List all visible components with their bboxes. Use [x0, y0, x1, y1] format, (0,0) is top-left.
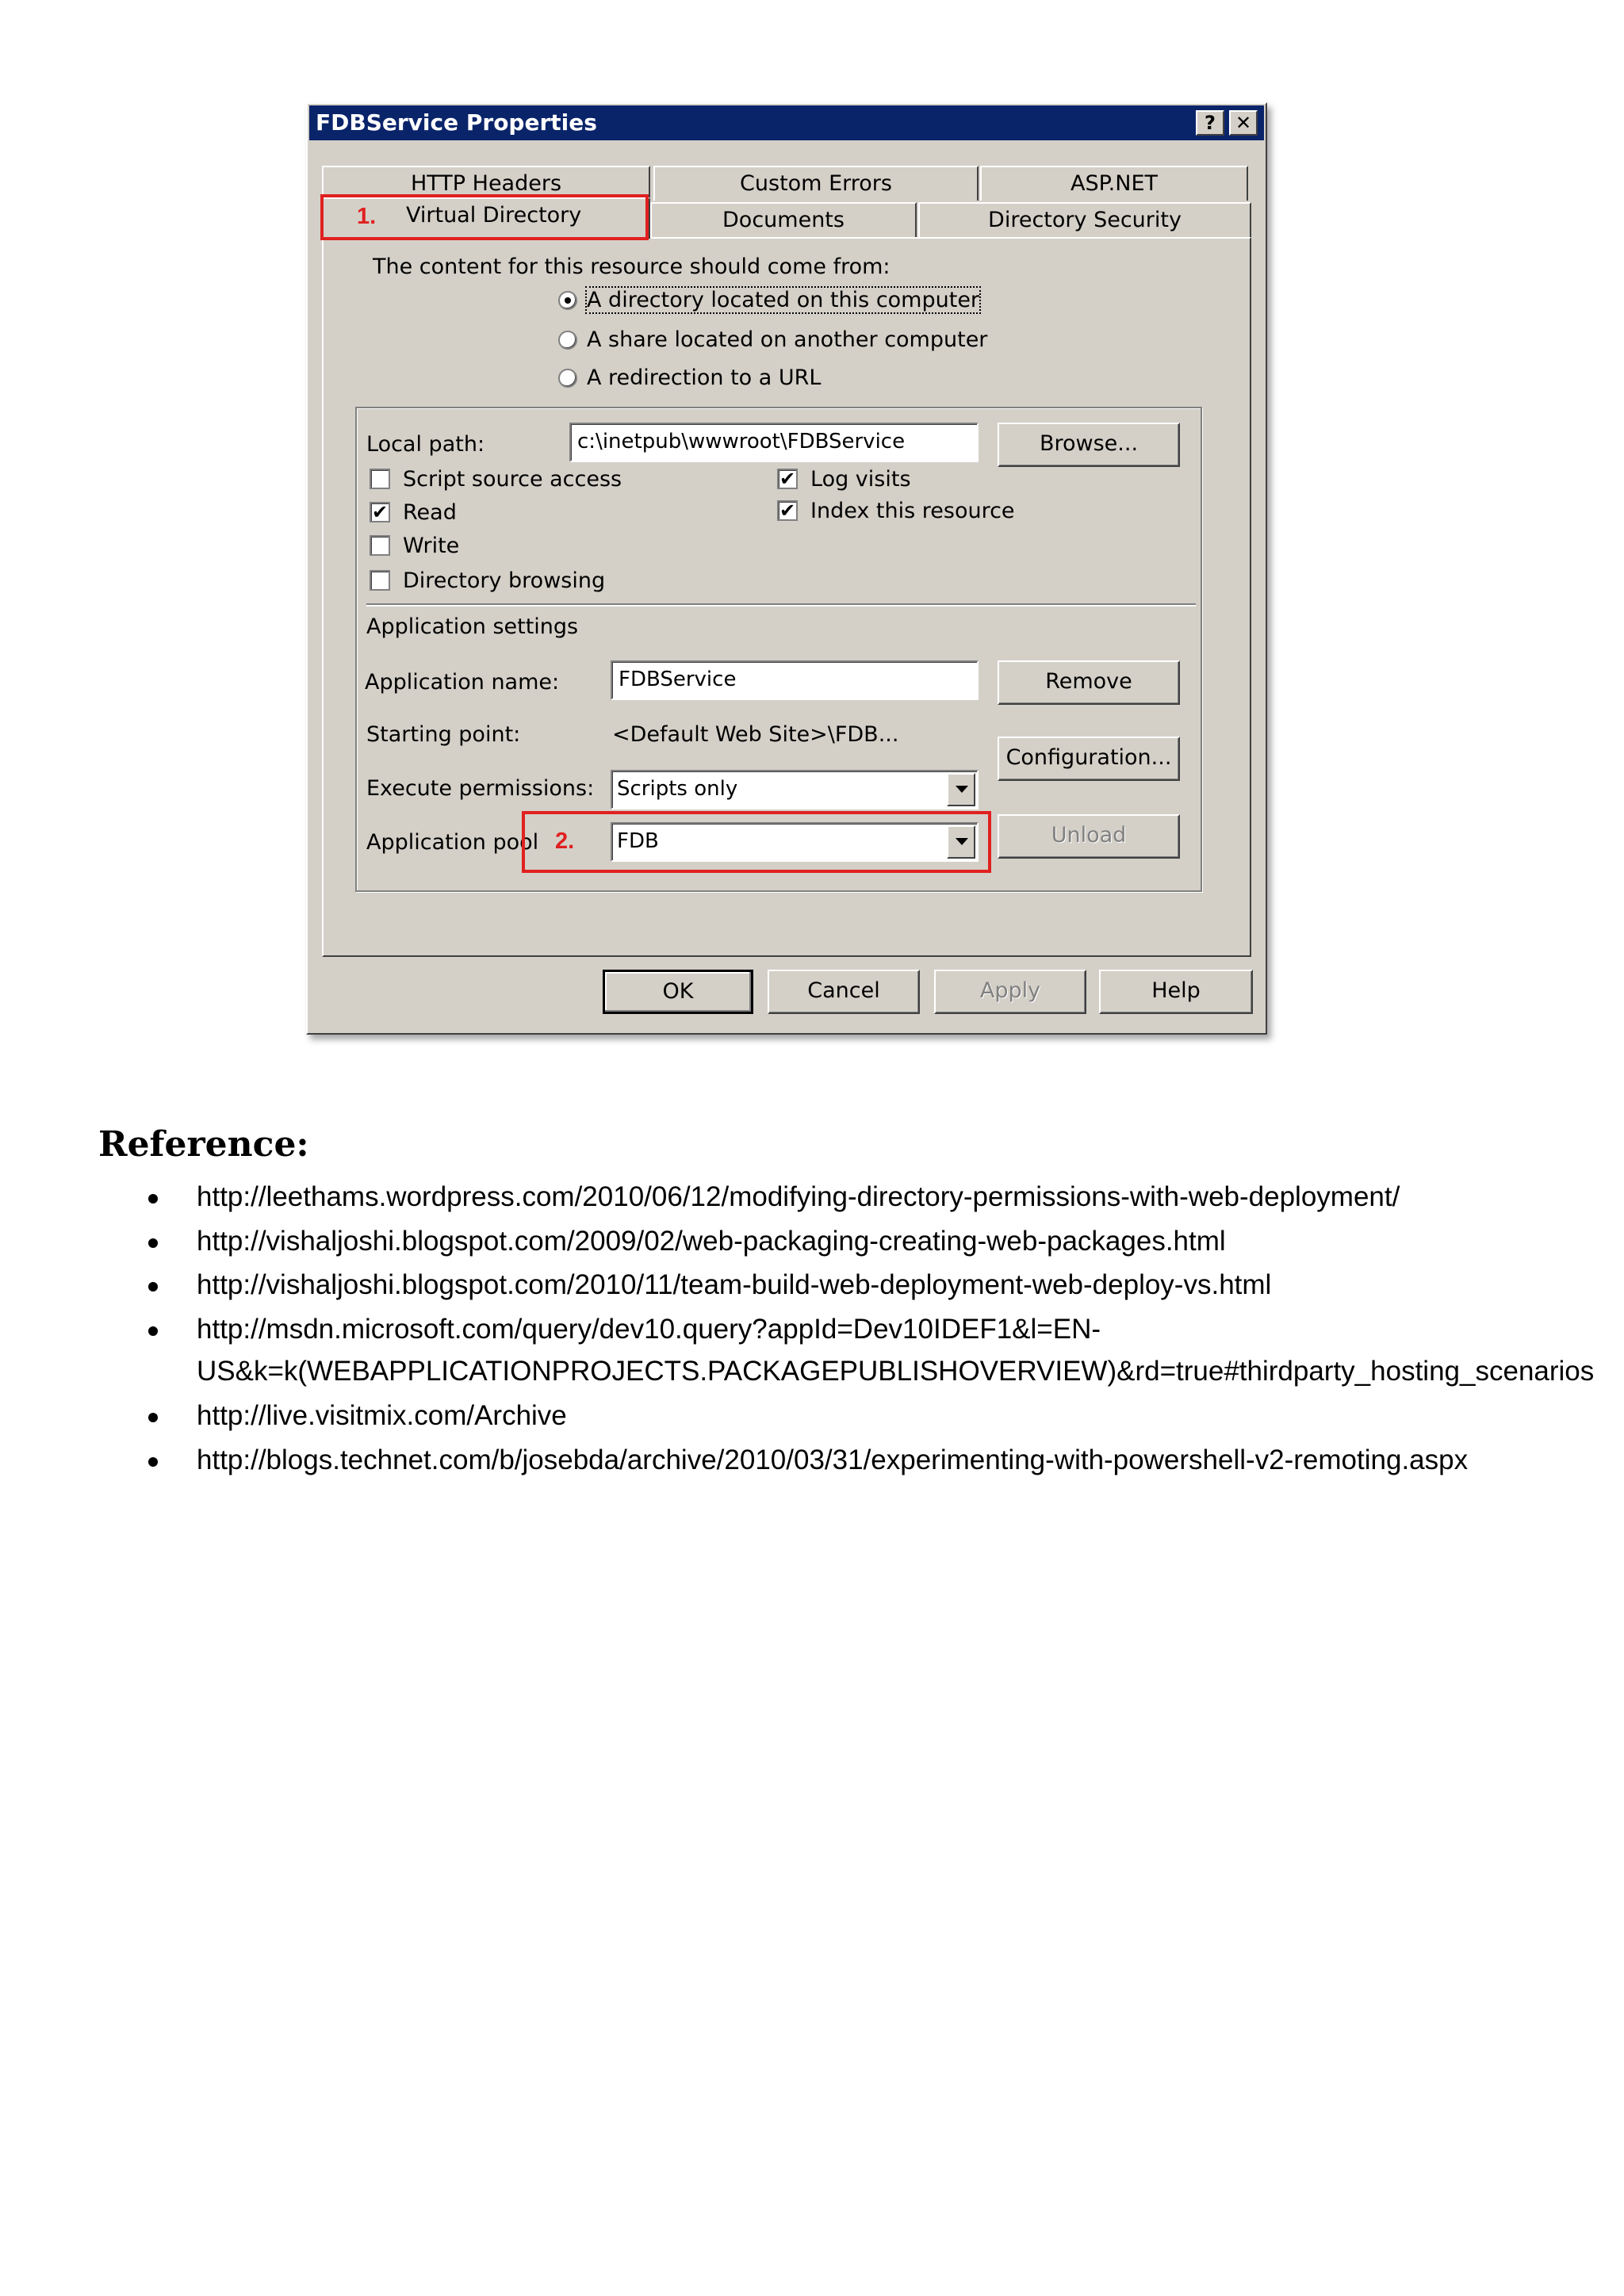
checkbox-directory-browsing[interactable] [370, 570, 390, 591]
bullet [148, 1326, 158, 1336]
bullet [148, 1238, 158, 1248]
radio-network-share-label[interactable]: A share located on another computer [587, 327, 988, 352]
close-icon[interactable]: ✕ [1229, 110, 1258, 136]
index-resource-label: Index this resource [810, 499, 1015, 523]
reference-link-6[interactable]: http://blogs.technet.com/b/josebda/archive/2010/03/31/experimenting-with-powershell-v2-remoting.aspx [197, 1445, 1469, 1475]
radio-url-redirect[interactable] [558, 369, 577, 388]
bullet [148, 1413, 158, 1422]
app-name-input[interactable]: FDBService [611, 660, 979, 700]
reference-link-5[interactable]: http://live.visitmix.com/Archive [197, 1400, 567, 1431]
app-name-label: Application name: [365, 670, 560, 695]
directory-browsing-label: Directory browsing [403, 568, 606, 593]
help-button[interactable]: Help [1099, 970, 1253, 1014]
tab-panel [322, 237, 1251, 957]
checkbox-index-resource[interactable]: ✔ [777, 500, 798, 521]
checkbox-script-source-access[interactable] [370, 469, 390, 489]
app-pool-value: FDB [617, 829, 659, 853]
execute-permissions-label: Execute permissions: [366, 776, 595, 801]
chevron-down-icon[interactable] [947, 773, 975, 806]
checkbox-write[interactable] [370, 535, 390, 556]
execute-permissions-select[interactable] [611, 770, 979, 809]
help-icon[interactable]: ? [1196, 110, 1224, 136]
read-label: Read [403, 500, 457, 525]
annotation-box-2 [522, 811, 991, 873]
browse-button[interactable]: Browse... [998, 423, 1180, 467]
reference-link-1[interactable]: http://leethams.wordpress.com/2010/06/12/modifying-directory-permissions-with-web-deployment/ [197, 1181, 1400, 1212]
local-path-label: Local path: [366, 432, 485, 457]
annotation-label-1: 1. [357, 204, 377, 229]
bullet [148, 1282, 158, 1292]
reference-link-2[interactable]: http://vishaljoshi.blogspot.com/2009/02/web-packaging-creating-web-packages.html [197, 1226, 1226, 1257]
radio-url-redirect-label[interactable]: A redirection to a URL [587, 365, 822, 390]
remove-button[interactable]: Remove [998, 660, 1180, 705]
reference-heading: Reference: [98, 1124, 309, 1165]
apply-button[interactable]: Apply [934, 970, 1086, 1014]
configuration-button[interactable]: Configuration... [998, 737, 1180, 781]
checkbox-read[interactable]: ✔ [370, 502, 390, 522]
tab-http-headers[interactable]: HTTP Headers [322, 166, 650, 201]
checkbox-log-visits[interactable]: ✔ [777, 469, 798, 489]
separator [366, 603, 1196, 607]
reference-link-4-continued[interactable]: US&k=k(WEBAPPLICATIONPROJECTS.PACKAGEPUBLISHOVERVIEW)&rd=true#thirdparty_hosting_scenarios [197, 1356, 1595, 1387]
reference-link-3[interactable]: http://vishaljoshi.blogspot.com/2010/11/team-build-web-deployment-web-deploy-vs.html [197, 1269, 1272, 1300]
tab-virtual-directory[interactable]: Virtual Directory [322, 197, 650, 239]
write-label: Write [403, 534, 460, 558]
radio-network-share[interactable] [558, 331, 577, 350]
execute-permissions-value: Scripts only [617, 777, 738, 801]
bullet [148, 1194, 158, 1203]
app-pool-label: Application pool [366, 830, 539, 855]
tab-custom-errors[interactable]: Custom Errors [653, 166, 979, 201]
tab-documents[interactable]: Documents [650, 202, 917, 237]
app-settings-label: Application settings [366, 614, 579, 639]
log-visits-label: Log visits [810, 467, 911, 492]
radio-local-directory[interactable] [558, 291, 577, 310]
content-source-label: The content for this resource should come from: [373, 254, 891, 279]
title-bar[interactable] [309, 105, 1264, 140]
local-path-input[interactable]: c:\inetpub\wwwroot\FDBService [569, 423, 979, 462]
script-source-access-label: Script source access [403, 467, 622, 492]
starting-point-value: <Default Web Site>\FDB... [612, 722, 899, 747]
dialog-title: FDBService Properties [316, 109, 597, 136]
ok-button[interactable]: OK [603, 970, 753, 1014]
radio-local-directory-label[interactable]: A directory located on this computer [587, 288, 980, 312]
cancel-button[interactable]: Cancel [768, 970, 920, 1014]
unload-button[interactable]: Unload [998, 814, 1180, 859]
tab-directory-security[interactable]: Directory Security [918, 202, 1251, 237]
starting-point-label: Starting point: [366, 722, 521, 747]
properties-dialog [306, 102, 1267, 1035]
bullet [148, 1457, 158, 1467]
annotation-label-2: 2. [555, 828, 575, 854]
reference-link-4[interactable]: http://msdn.microsoft.com/query/dev10.query?appId=Dev10IDEF1&l=EN- [197, 1314, 1101, 1345]
tab-asp-net[interactable]: ASP.NET [980, 166, 1248, 201]
